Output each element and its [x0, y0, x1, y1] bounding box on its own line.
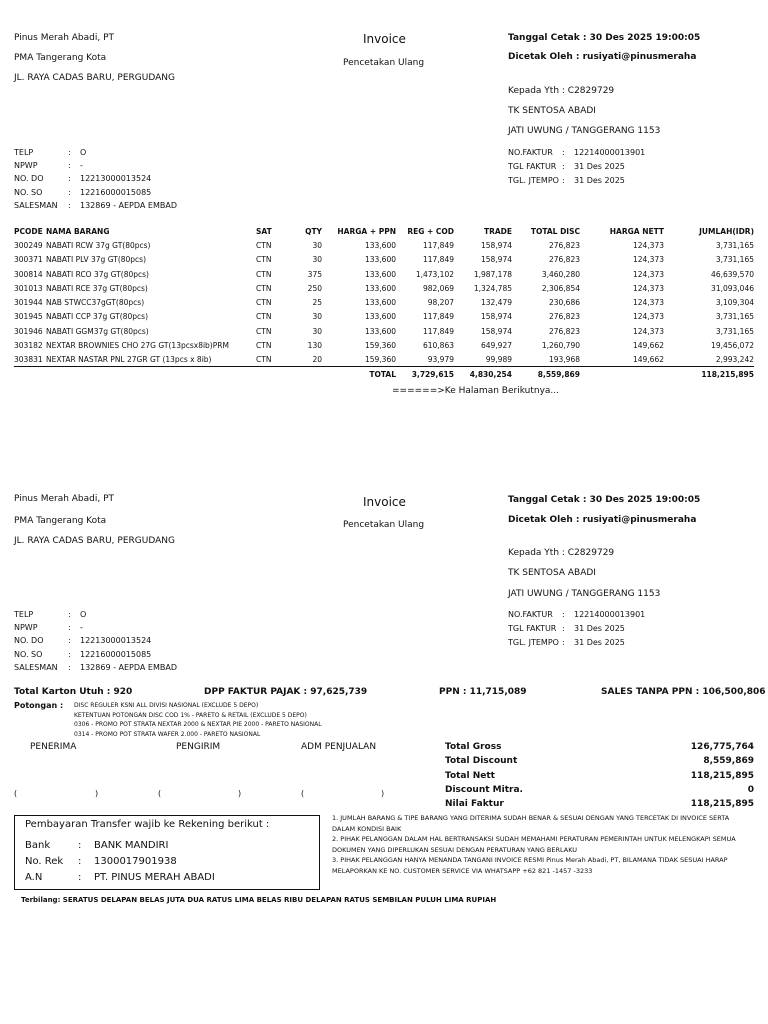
table-cell: 99,989: [485, 355, 512, 365]
info-row: TGL. JTEMPO : 31 Des 2025: [508, 637, 625, 647]
table-cell: NABATI PLV 37g GT(80pcs): [46, 255, 147, 265]
table-cell: 3,731,165: [715, 312, 754, 322]
col-header: REG + COD: [407, 226, 454, 236]
table-cell: 158,974: [480, 312, 512, 322]
total-trade: 4,830,254: [454, 367, 512, 381]
table-cell: 117,849: [422, 240, 454, 250]
invoice-subtitle: Pencetakan Ulang: [343, 58, 425, 68]
totals-row: Total Nett 118,215,895: [445, 770, 754, 781]
table-cell: 2,993,242: [715, 355, 754, 365]
col-header: TOTAL DISC: [530, 226, 580, 236]
invoice-subtitle: Pencetakan Ulang: [343, 520, 425, 530]
potongan-line: 0306 - PROMO POT STRATA NEXTAR 2000 & NEXTAR PIE 2000 - PARETO NASIONAL: [74, 721, 322, 728]
table-cell: NABATI GGM37g GT(80pcs): [46, 326, 149, 336]
table-cell: 1,324,785: [473, 283, 512, 293]
total-reg: 3,729,615: [396, 367, 454, 381]
printed-by: Dicetak Oleh : rusiyati@pinusmeraha: [508, 52, 697, 62]
sign-bracket: (: [158, 789, 162, 798]
table-cell: 300249: [14, 240, 43, 250]
table-cell: 31,093,046: [711, 283, 754, 293]
col-header: SAT: [256, 226, 272, 236]
table-header-row: [14, 224, 754, 238]
table-cell: 159,360: [364, 355, 396, 365]
table-cell: 610,863: [422, 341, 454, 351]
totals-block: [445, 740, 754, 811]
info-row: NO. DO : 12213000013524: [14, 636, 152, 646]
invoice-title: Invoice: [363, 495, 406, 509]
table-cell: 30: [312, 240, 322, 250]
print-date: Tanggal Cetak : 30 Des 2025 19:00:05: [508, 495, 701, 505]
info-row: NO. SO : 12216000015085: [14, 649, 152, 659]
potongan-line: DISC REGULER KSNI ALL DIVISI NASIONAL (EXCLUDE 5 DEPO): [74, 702, 259, 709]
table-cell: 375: [307, 269, 322, 279]
col-header: HARGA + PPN: [337, 226, 396, 236]
table-cell: 276,823: [548, 312, 580, 322]
sign-bracket: (: [301, 789, 305, 798]
col-header: TRADE: [483, 226, 512, 236]
table-cell: 982,069: [422, 283, 454, 293]
col-header: JUMLAH(IDR): [699, 226, 754, 236]
table-cell: 158,974: [480, 240, 512, 250]
printed-by: Dicetak Oleh : rusiyati@pinusmeraha: [508, 515, 697, 525]
table-cell: 3,731,165: [715, 240, 754, 250]
potongan-line: KETENTUAN POTONGAN DISC COD 1% - PARETO & RETAIL (EXCLUDE 5 DEPO): [74, 711, 307, 719]
info-row: NO.FAKTUR : 12214000013901: [508, 148, 646, 157]
next-page-note: ======>Ke Halaman Berikutnya...: [392, 386, 559, 396]
table-cell: 159,360: [364, 341, 396, 351]
print-date: Tanggal Cetak : 30 Des 2025 19:00:05: [508, 33, 701, 43]
info-row: SALESMAN : 132869 - AEPDA EMBAD: [14, 662, 177, 672]
info-row: NO. DO : 12213000013524: [14, 174, 152, 184]
table-cell: CTN: [256, 269, 272, 279]
table-cell: NABATI RCW 37g GT(80pcs): [46, 240, 151, 250]
customer-name: TK SENTOSA ABADI: [508, 568, 596, 578]
sign-pengirim: PENGIRIM: [176, 742, 221, 752]
company-name: Pinus Merah Abadi, PT: [14, 494, 115, 504]
table-row: [14, 253, 754, 267]
total-disc: 8,559,869: [512, 367, 580, 381]
table-cell: 301013: [14, 283, 43, 293]
table-cell: 93,979: [427, 355, 454, 365]
table-cell: 300814: [14, 269, 43, 279]
table-cell: 303182: [14, 341, 43, 351]
info-row: SALESMAN : 132869 - AEPDA EMBAD: [14, 200, 177, 210]
table-cell: 133,600: [364, 269, 396, 279]
company-address: JL. RAYA CADAS BARU, PERGUDANG: [14, 73, 175, 83]
table-cell: NABATI RCO 37g GT(80pcs): [46, 269, 149, 279]
payment-row: A.N : PT. PINUS MERAH ABADI: [25, 872, 215, 883]
note-item: 3. PIHAK PELANGGAN HANYA MENANDA TANGANI INVOICE RESMI Pinus Merah Abadi, PT, BILAMANA TIDAK SESUAI HARAP MELAPORKAN KE NO. CUSTOMER SERVICE VIA WHATSAPP +62 821 -1457 -3233: [332, 856, 728, 875]
payment-box: [14, 815, 320, 890]
table-row: [14, 267, 754, 281]
dpp-faktur: DPP FAKTUR PAJAK : 97,625,739: [204, 687, 368, 697]
table-cell: 3,109,304: [715, 298, 754, 308]
customer-city: JATI UWUNG / TANGGERANG 1153: [508, 589, 661, 599]
table-cell: 25: [312, 298, 322, 308]
table-cell: 649,927: [480, 341, 512, 351]
table-cell: 132,479: [480, 298, 512, 308]
table-cell: 1,473,102: [415, 269, 454, 279]
info-row: NPWP : -: [14, 161, 83, 171]
table-cell: CTN: [256, 355, 272, 365]
col-header: HARGA NETT: [609, 226, 664, 236]
total-karton: Total Karton Utuh : 920: [14, 687, 133, 697]
table-cell: NABATI CCP 37g GT(80pcs): [46, 312, 148, 322]
table-cell: 158,974: [480, 326, 512, 336]
sign-penerima: PENERIMA: [30, 742, 77, 752]
table-cell: 230,686: [548, 298, 580, 308]
payment-rows: [25, 838, 215, 886]
info-row: TGL FAKTUR : 31 Des 2025: [508, 623, 625, 633]
customer-to: Kepada Yth : C2829729: [508, 548, 615, 558]
table-row: [14, 324, 754, 338]
sign-bracket: ): [238, 789, 242, 798]
table-cell: 133,600: [364, 240, 396, 250]
info-row: TELP : O: [14, 148, 87, 157]
table-cell: 1,987,178: [473, 269, 512, 279]
table-cell: 30: [312, 326, 322, 336]
table-cell: 301946: [14, 326, 43, 336]
sales-tanpa-ppn: SALES TANPA PPN : 106,500,806: [601, 687, 766, 697]
totals-row: Discount Mitra. 0: [445, 784, 754, 795]
table-cell: CTN: [256, 283, 272, 293]
table-row: [14, 295, 754, 309]
col-header: PCODE: [14, 226, 43, 236]
table-cell: 124,373: [632, 255, 664, 265]
left-info-block: [14, 146, 177, 212]
table-cell: 301945: [14, 312, 43, 322]
table-cell: 2,306,854: [541, 283, 580, 293]
right-info-block: [508, 146, 645, 187]
totals-row: Total Gross 126,775,764: [445, 742, 754, 752]
payment-title: Pembayaran Transfer wajib ke Rekening berikut :: [25, 819, 270, 830]
table-cell: 133,600: [364, 312, 396, 322]
customer-to: Kepada Yth : C2829729: [508, 86, 615, 96]
table-cell: 300371: [14, 255, 43, 265]
table-cell: 276,823: [548, 326, 580, 336]
table-cell: 3,460,280: [541, 269, 580, 279]
table-cell: 124,373: [632, 283, 664, 293]
table-cell: NAB STWCC37gGT(80pcs): [46, 298, 145, 308]
table-cell: NEXTAR BROWNIES CHO 27G GT(13pcsx8ib)PRM: [46, 341, 229, 351]
col-header: QTY: [305, 226, 322, 236]
sign-bracket: (: [14, 789, 18, 798]
terms-notes: [332, 813, 752, 876]
table-cell: 301944: [14, 298, 43, 308]
company-branch: PMA Tangerang Kota: [14, 516, 107, 526]
table-row: [14, 238, 754, 252]
table-cell: 117,849: [422, 312, 454, 322]
table-cell: 250: [307, 283, 322, 293]
sign-adm: ADM PENJUALAN: [301, 742, 377, 752]
table-cell: 133,600: [364, 326, 396, 336]
company-branch: PMA Tangerang Kota: [14, 53, 107, 63]
note-item: 1. JUMLAH BARANG & TIPE BARANG YANG DITERIMA SUDAH BENAR & SESUAI DENGAN YANG TERCETAK DI INVOICE SERTA DALAM KONDISI BAIK: [332, 814, 730, 833]
table-cell: 30: [312, 312, 322, 322]
table-cell: 124,373: [632, 326, 664, 336]
table-cell: NABATI RCE 37g GT(80pcs): [46, 283, 148, 293]
table-cell: 124,373: [632, 240, 664, 250]
sign-bracket: ): [381, 789, 385, 798]
table-cell: 117,849: [422, 255, 454, 265]
totals-row: Total Discount 8,559,869: [445, 756, 754, 767]
table-cell: 193,968: [548, 355, 580, 365]
table-cell: 303831: [14, 355, 43, 365]
right-info-block: [508, 608, 645, 649]
table-cell: 149,662: [632, 341, 664, 351]
company-name: Pinus Merah Abadi, PT: [14, 33, 115, 43]
total-jumlah: 118,215,895: [664, 367, 754, 381]
table-cell: 133,600: [364, 255, 396, 265]
info-row: NO.FAKTUR : 12214000013901: [508, 610, 646, 619]
table-cell: 19,456,072: [711, 341, 754, 351]
table-cell: 46,639,570: [711, 269, 754, 279]
table-row: [14, 338, 754, 352]
potongan-line: 0314 - PROMO POT STRATA WAFER 2.000 - PARETO NASIONAL: [74, 730, 261, 738]
payment-row: Bank : BANK MANDIRI: [25, 840, 169, 851]
table-row: [14, 281, 754, 295]
left-info-block: [14, 608, 177, 674]
table-cell: 124,373: [632, 312, 664, 322]
table-cell: 158,974: [480, 255, 512, 265]
table-cell: CTN: [256, 312, 272, 322]
table-cell: 98,207: [427, 298, 454, 308]
table-cell: CTN: [256, 326, 272, 336]
table-row: [14, 353, 754, 367]
total-label: TOTAL: [322, 367, 396, 381]
table-cell: 20: [312, 355, 322, 365]
customer-name: TK SENTOSA ABADI: [508, 106, 596, 116]
potongan-label: Potongan :: [14, 701, 64, 710]
note-item: 2. PIHAK PELANGGAN DALAM HAL BERTRANSAKSI SUDAH MEMAHAMI PERATURAN PEMERINTAH UNTUK MELENGKAPI SEMUA DOKUMEN YANG DIPERLUKAN SESUAI DENGAN PERATURAN YANG BERLAKU: [332, 835, 736, 854]
table-cell: 3,731,165: [715, 255, 754, 265]
table-cell: 1,260,790: [541, 341, 580, 351]
info-row: TGL FAKTUR : 31 Des 2025: [508, 161, 625, 171]
customer-city: JATI UWUNG / TANGGERANG 1153: [508, 126, 661, 136]
payment-row: No. Rek : 1300017901938: [25, 856, 177, 867]
sign-bracket: ): [95, 789, 99, 798]
table-cell: NEXTAR NASTAR PNL 27GR GT (13pcs x 8ib): [46, 355, 212, 365]
table-cell: CTN: [256, 240, 272, 250]
table-cell: 276,823: [548, 240, 580, 250]
table-cell: CTN: [256, 298, 272, 308]
company-address: JL. RAYA CADAS BARU, PERGUDANG: [14, 536, 175, 546]
ppn: PPN : 11,715,089: [439, 687, 527, 697]
info-row: NO. SO : 12216000015085: [14, 187, 152, 197]
terbilang: Terbilang: SERATUS DELAPAN BELAS JUTA DUA RATUS LIMA BELAS RIBU DELAPAN RATUS SEMBILAN PULUH LIMA RUPIAH: [21, 896, 497, 904]
info-row: NPWP : -: [14, 623, 83, 633]
table-cell: CTN: [256, 341, 272, 351]
invoice-title: Invoice: [363, 32, 406, 46]
table-cell: CTN: [256, 255, 272, 265]
table-row: [14, 310, 754, 324]
table-total-row: [14, 367, 754, 381]
table-cell: 130: [307, 341, 322, 351]
table-cell: 133,600: [364, 283, 396, 293]
items-table: [14, 224, 754, 381]
info-row: TGL. JTEMPO : 31 Des 2025: [508, 175, 625, 185]
info-row: TELP : O: [14, 610, 87, 619]
col-header: NAMA BARANG: [46, 226, 110, 236]
table-cell: 124,373: [632, 269, 664, 279]
table-cell: 124,373: [632, 298, 664, 308]
totals-row: Nilai Faktur 118,215,895: [445, 799, 754, 810]
potongan-list: [74, 701, 322, 739]
table-cell: 276,823: [548, 255, 580, 265]
table-cell: 133,600: [364, 298, 396, 308]
table-cell: 149,662: [632, 355, 664, 365]
table-cell: 30: [312, 255, 322, 265]
table-cell: 3,731,165: [715, 326, 754, 336]
table-cell: 117,849: [422, 326, 454, 336]
